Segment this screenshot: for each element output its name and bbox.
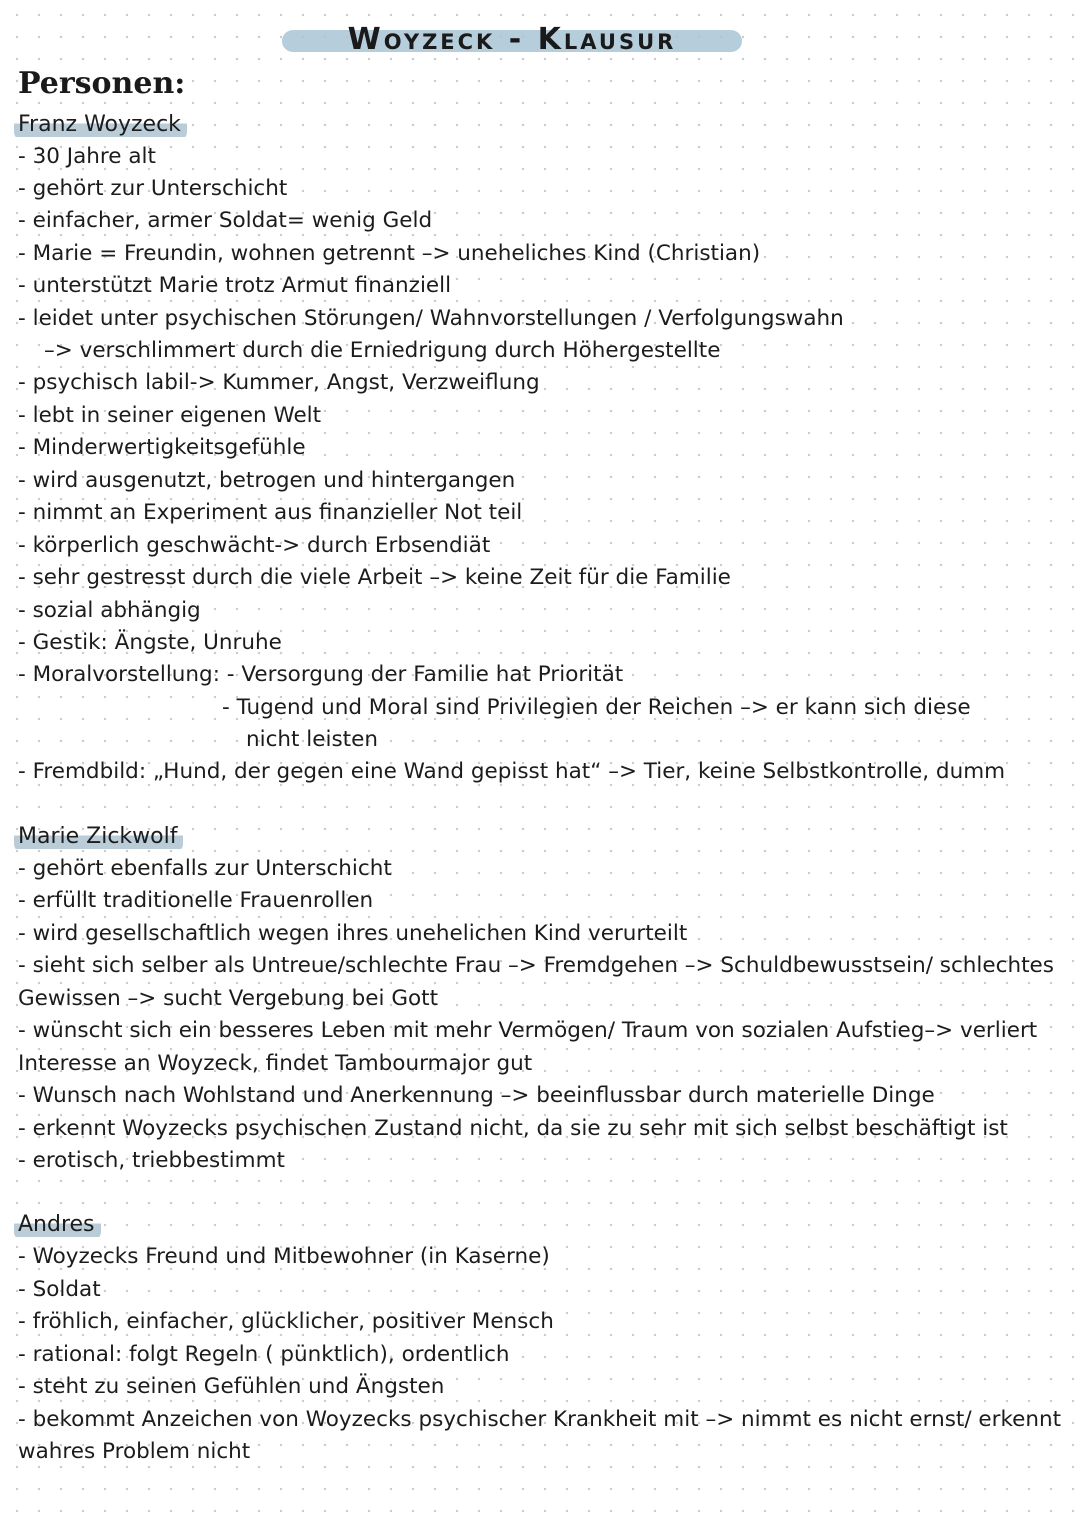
title-text: Woyzeck - Klausur — [347, 22, 677, 57]
list-item: - Marie = Freundin, wohnen getrennt –> uneheliches Kind (Christian) — [18, 241, 761, 266]
character-name-andres: Andres — [14, 1210, 101, 1240]
list-item: - Wunsch nach Wohlstand und Anerkennung –> beeinflussbar durch materielle Dinge — [18, 1083, 935, 1108]
list-item: - psychisch labil-> Kummer, Angst, Verzweiflung — [18, 370, 540, 395]
list-item: - gehört zur Unterschicht — [18, 176, 288, 201]
list-item: - Moralvorstellung: - Versorgung der Familie hat Priorität — [18, 662, 624, 687]
list-item: - sehr gestresst durch die viele Arbeit –> keine Zeit für die Familie — [18, 565, 731, 590]
list-item: - nimmt an Experiment aus finanzieller Not teil — [18, 500, 523, 525]
list-item: - sozial abhängig — [18, 598, 201, 623]
list-item: - erotisch, triebbestimmt — [18, 1148, 285, 1173]
list-item: nicht leisten — [246, 727, 378, 752]
list-item: - Soldat — [18, 1277, 101, 1302]
list-item: - Tugend und Moral sind Privilegien der Reichen –> er kann sich diese — [222, 695, 971, 720]
list-item: - bekommt Anzeichen von Woyzecks psychischer Krankheit mit –> nimmt es nicht ernst/ erkennt — [18, 1407, 1062, 1432]
list-item: Gewissen –> sucht Vergebung bei Gott — [18, 986, 439, 1011]
list-item: - Gestik: Ängste, Unruhe — [18, 630, 282, 655]
list-item: - körperlich geschwächt-> durch Erbsendiät — [18, 533, 491, 558]
section-heading: Personen: — [18, 66, 186, 101]
list-item: - gehört ebenfalls zur Unterschicht — [18, 856, 392, 881]
list-item: - wird gesellschaftlich wegen ihres unehelichen Kind verurteilt — [18, 921, 688, 946]
list-item: - leidet unter psychischen Störungen/ Wahnvorstellungen / Verfolgungswahn — [18, 306, 844, 331]
list-item: - sieht sich selber als Untreue/schlechte Frau –> Fremdgehen –> Schuldbewusstsein/ schlechtes — [18, 953, 1054, 978]
page-title — [282, 20, 742, 60]
list-item: - rational: folgt Regeln ( pünktlich), ordentlich — [18, 1342, 510, 1367]
list-item: - Fremdbild: „Hund, der gegen eine Wand gepisst hat“ –> Tier, keine Selbstkontrolle, dumm — [18, 759, 1006, 784]
list-item: - lebt in seiner eigenen Welt — [18, 403, 322, 428]
list-item: - steht zu seinen Gefühlen und Ängsten — [18, 1374, 445, 1399]
list-item: wahres Problem nicht — [18, 1439, 251, 1464]
list-item: - wünscht sich ein besseres Leben mit mehr Vermögen/ Traum von sozialen Aufstieg–> verliert — [18, 1018, 1038, 1043]
list-item: - Woyzecks Freund und Mitbewohner (in Kaserne) — [18, 1244, 550, 1269]
list-item: - unterstützt Marie trotz Armut finanziell — [18, 273, 452, 298]
list-item: - erkennt Woyzecks psychischen Zustand nicht, da sie zu sehr mit sich selbst beschäftigt ist — [18, 1116, 1008, 1141]
list-item: - wird ausgenutzt, betrogen und hintergangen — [18, 468, 516, 493]
list-item: - einfacher, armer Soldat= wenig Geld — [18, 208, 433, 233]
character-name-marie: Marie Zickwolf — [14, 822, 183, 852]
character-name-woyzeck: Franz Woyzeck — [14, 110, 187, 140]
list-item: - 30 Jahre alt — [18, 144, 156, 169]
list-item: - Minderwertigkeitsgefühle — [18, 435, 306, 460]
list-item: - fröhlich, einfacher, glücklicher, positiver Mensch — [18, 1309, 554, 1334]
list-item: Interesse an Woyzeck, findet Tambourmajor gut — [18, 1051, 533, 1076]
list-item: - erfüllt traditionelle Frauenrollen — [18, 888, 374, 913]
list-item: –> verschlimmert durch die Erniedrigung durch Höhergestellte — [44, 338, 721, 363]
